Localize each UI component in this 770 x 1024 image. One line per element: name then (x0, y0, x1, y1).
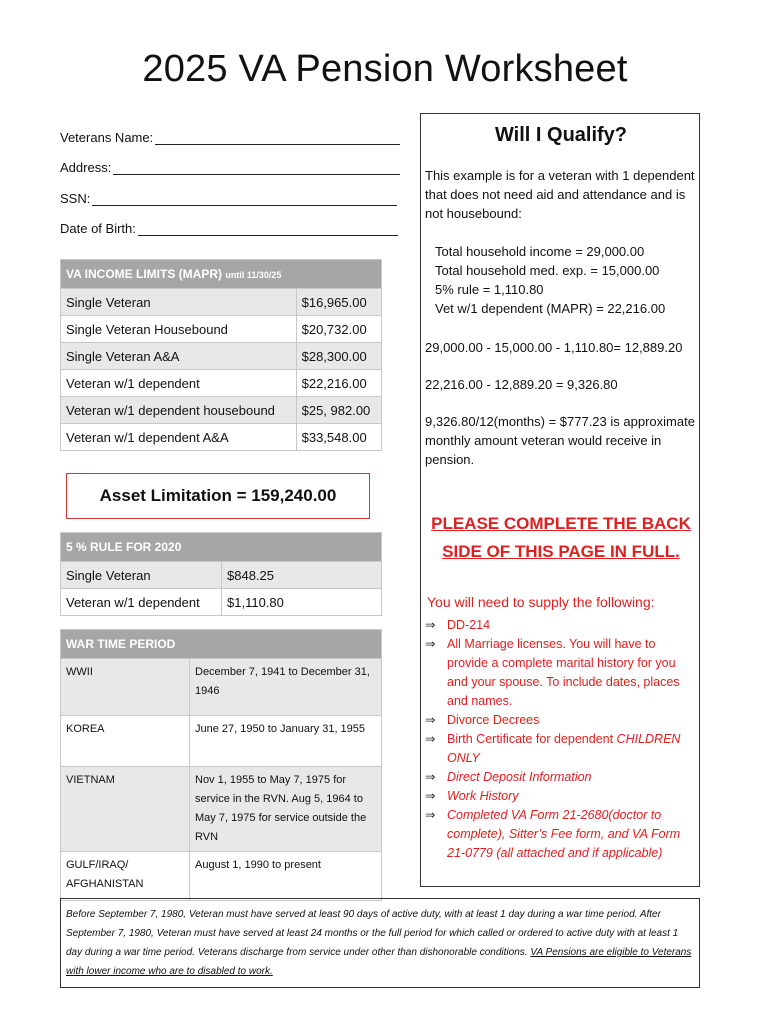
supply-item-text: Work History (447, 789, 519, 803)
complete-back-side-notice: PLEASE COMPLETE THE BACK SIDE OF THIS PAGE IN FULL. (431, 514, 691, 561)
table-row (61, 397, 382, 424)
qualify-step-3: 9,326.80/12(months) = $777.23 is approximate monthly amount veteran would receive in pension. (425, 414, 695, 467)
income-value: $33,548.00 (296, 424, 381, 451)
war-value: December 7, 1941 to December 31, 1946 (190, 659, 382, 716)
ssn-field[interactable] (60, 191, 397, 206)
asset-limitation-box: Asset Limitation = 159,240.00 (66, 473, 370, 519)
income-value: $22,216.00 (296, 370, 381, 397)
table-row (61, 343, 382, 370)
arrow-icon: ⇒ (425, 789, 436, 803)
income-limits-header (61, 260, 382, 289)
war-value: June 27, 1950 to January 31, 1955 (190, 716, 382, 767)
income-label: Veteran w/1 dependent A&A (61, 424, 297, 451)
supply-item-text: Birth Certificate for dependent (447, 732, 617, 746)
rule-title: 5 % RULE FOR 2020 (61, 533, 382, 562)
calc-line: Vet w/1 dependent (MAPR) = 22,216.00 (435, 301, 666, 316)
income-label: Veteran w/1 dependent housebound (61, 397, 297, 424)
eligibility-footer (60, 898, 700, 988)
table-row (61, 659, 382, 716)
rule-value: $848.25 (222, 562, 382, 589)
list-item (421, 635, 701, 711)
income-limits-date: until 11/30/25 (225, 270, 282, 280)
table-row (61, 716, 382, 767)
war-label: KOREA (61, 716, 190, 767)
qualify-title: Will I Qualify? (494, 124, 628, 146)
supply-item-text: Completed VA Form 21-2680(doctor to complete), Sitter’s Fee form, and VA Form 21-0779 (all attached and if applicable) (447, 808, 681, 860)
supply-item-text: All Marriage licenses. You will have to provide a complete marital history for you and your spouse. To include dates, places and names. (447, 637, 680, 708)
address-label: Address: (60, 160, 112, 175)
list-item (421, 711, 701, 730)
income-value: $28,300.00 (296, 343, 381, 370)
supply-item-text: DD-214 (447, 618, 491, 632)
rule-label: Veteran w/1 dependent (61, 589, 222, 616)
arrow-icon: ⇒ (425, 732, 436, 746)
income-value: $25, 982.00 (296, 397, 381, 424)
qualify-step-2: 22,216.00 - 12,889.20 = 9,326.80 (425, 377, 618, 392)
income-label: Single Veteran (61, 289, 297, 316)
income-limits-title: VA INCOME LIMITS (MAPR) (66, 267, 222, 281)
footer-text: Before September 7, 1980, Veteran must have served at least 90 days of active duty, with at least 1 day during a war time period. After September 7, 1980, Veteran must have served at least 24 months or the full period for which called or ordered to active duty with at least 1 day during a war time period. Veterans discharge from service under other than dishonorable conditions. (66, 909, 679, 958)
qualify-step-1: 29,000.00 - 15,000.00 - 1,110.80= 12,889.20 (425, 340, 683, 355)
arrow-icon: ⇒ (425, 713, 436, 727)
table-row (61, 852, 382, 901)
income-label: Single Veteran A&A (61, 343, 297, 370)
table-row (61, 424, 382, 451)
list-item (421, 806, 701, 863)
date-of-birth-label: Date of Birth: (60, 221, 136, 236)
table-row (61, 562, 382, 589)
ssn-label: SSN: (60, 191, 91, 206)
calc-line: 5% rule = 1,110.80 (435, 282, 544, 297)
calc-line: Total household income = 29,000.00 (435, 244, 645, 259)
veteran-name-label: Veterans Name: (60, 130, 154, 145)
list-item (421, 616, 701, 635)
veteran-name-field[interactable] (60, 130, 400, 145)
income-value: $16,965.00 (296, 289, 381, 316)
supply-heading: You will need to supply the following: (427, 594, 655, 610)
arrow-icon: ⇒ (425, 618, 436, 632)
war-header (61, 630, 382, 659)
war-title: WAR TIME PERIOD (61, 630, 382, 659)
war-time-period-table (60, 629, 382, 901)
arrow-icon: ⇒ (425, 637, 436, 651)
table-row (61, 370, 382, 397)
table-row (61, 316, 382, 343)
address-field[interactable] (60, 160, 400, 175)
footer-underlined: VA Pensions are eligible to Veterans with lower income who are to disabled to work. (66, 947, 692, 977)
war-label: VIETNAM (61, 767, 190, 852)
supply-list (421, 616, 701, 863)
war-value: August 1, 1990 to present (190, 852, 382, 901)
qualify-panel (420, 113, 700, 887)
calc-line: Total household med. exp. = 15,000.00 (435, 263, 660, 278)
date-of-birth-field[interactable] (60, 221, 398, 236)
table-row (61, 589, 382, 616)
war-value: Nov 1, 1955 to May 7, 1975 for service in the RVN. Aug 5, 1964 to May 7, 1975 for service outside the RVN (190, 767, 382, 852)
arrow-icon: ⇒ (425, 808, 436, 822)
war-label: GULF/IRAQ/ AFGHANISTAN (61, 852, 190, 901)
income-value: $20,732.00 (296, 316, 381, 343)
income-limits-table (60, 259, 382, 451)
table-row (61, 767, 382, 852)
rule-label: Single Veteran (61, 562, 222, 589)
supply-item-text: Divorce Decrees (447, 713, 540, 727)
qualify-calculation (435, 242, 697, 318)
income-label: Veteran w/1 dependent (61, 370, 297, 397)
table-row (61, 289, 382, 316)
supply-item-italic: CHILDREN ONLY (447, 732, 681, 765)
war-label: WWII (61, 659, 190, 716)
list-item (421, 787, 701, 806)
rule-header (61, 533, 382, 562)
page-title: 2025 VA Pension Worksheet (142, 48, 628, 90)
list-item (421, 768, 701, 787)
rule-value: $1,110.80 (222, 589, 382, 616)
income-label: Single Veteran Housebound (61, 316, 297, 343)
qualify-intro: This example is for a veteran with 1 dependent that does not need aid and attendance and is not housebound: (425, 168, 695, 221)
arrow-icon: ⇒ (425, 770, 436, 784)
five-percent-rule-table (60, 532, 382, 616)
list-item (421, 730, 701, 768)
supply-item-text: Direct Deposit Information (447, 770, 592, 784)
